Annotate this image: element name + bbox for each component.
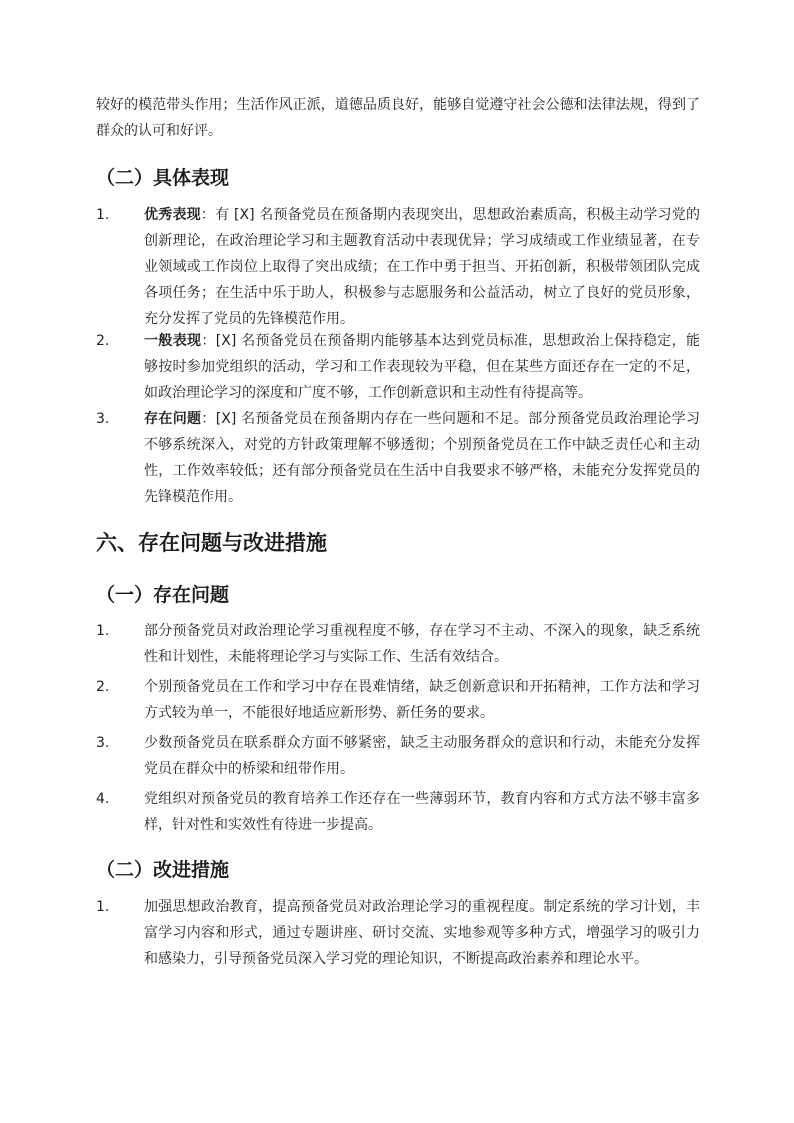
item-separator: ： <box>201 411 216 427</box>
item-text: [X] 名预备党员在预备期内能够基本达到党员标准，思想政治上保持稳定，能够按时参加党组织的活动，学习和工作表现较为平稳，但在某些方面还存在一定的不足，如政治理论学习的深度和广度不够，工作创新意识和主动性有待提高等。 <box>144 333 701 401</box>
list-item-body: 党组织对预备党员的教育培养工作还存在一些薄弱环节，教育内容和方式方法不够丰富多样，针对性和实效性有待进一步提高。 <box>144 791 700 833</box>
heading-problems: （一）存在问题 <box>96 584 230 606</box>
list-number: 1. <box>96 623 110 639</box>
heading-measures: （二）改进措施 <box>96 859 230 881</box>
list-item-body: 加强思想政治教育，提高预备党员对政治理论学习的重视程度。制定系统的学习计划，丰富学习内容和形式，通过专题讲座、研讨交流、实地参观等多种方式，增强学习的吸引力和感染力，引导预备党员深入学习党的理论知识，不断提高政治素养和理论水平。 <box>144 899 700 967</box>
list-item <box>96 202 700 332</box>
list-item-body <box>144 406 700 510</box>
list-item <box>96 730 700 782</box>
item-text: [X] 名预备党员在预备期内存在一些问题和不足。部分预备党员政治理论学习不够系统深入，对党的方针政策理解不够透彻；个别预备党员在工作中缺乏责任心和主动性，工作效率较低；还有部分预备党员在生活中自我要求不够严格，未能充分发挥党员的先锋模范作用。 <box>144 411 701 505</box>
item-text: 有 [X] 名预备党员在预备期内表现突出，思想政治素质高，积极主动学习党的创新理论，在政治理论学习和主题教育活动中表现优异；学习成绩或工作业绩显著，在专业领域或工作岗位上取得了突出成绩；在工作中勇于担当、开拓创新，积极带领团队完成各项任务；在生活中乐于助人，积极参与志愿服务和公益活动，树立了良好的党员形象，充分发挥了党员的先锋模范作用。 <box>144 207 701 327</box>
list-number: 2. <box>96 333 110 349</box>
list-item-body: 少数预备党员在联系群众方面不够紧密，缺乏主动服务群众的意识和行动，未能充分发挥党员在群众中的桥梁和纽带作用。 <box>144 735 700 777</box>
intro-paragraph: 较好的模范带头作用；生活作风正派，道德品质良好，能够自觉遵守社会公德和法律法规，得到了群众的认可和好评。 <box>96 97 700 139</box>
item-label: 存在问题 <box>144 411 202 427</box>
list-item <box>96 786 700 838</box>
list-number: 1. <box>96 207 110 223</box>
heading-chapter-6: 六、存在问题与改进措施 <box>96 531 327 555</box>
list-item-body <box>144 328 700 406</box>
list-number: 4. <box>96 791 110 807</box>
list-item <box>96 618 700 670</box>
list-item-body: 个别预备党员在工作和学习中存在畏难情绪，缺乏创新意识和开拓精神，工作方法和学习方式较为单一，不能很好地适应新形势、新任务的要求。 <box>144 679 700 721</box>
list-number: 1. <box>96 899 110 915</box>
item-separator: ： <box>201 333 216 349</box>
item-separator: ： <box>200 207 216 223</box>
list-item-body: 部分预备党员对政治理论学习重视程度不够，存在学习不主动、不深入的现象，缺乏系统性和计划性，未能将理论学习与实际工作、生活有效结合。 <box>144 623 700 665</box>
list-item <box>96 894 700 972</box>
list-item <box>96 674 700 726</box>
list-number: 3. <box>96 735 110 751</box>
list-number: 2. <box>96 679 110 695</box>
heading-performance: （二）具体表现 <box>96 167 230 189</box>
item-label: 优秀表现 <box>144 207 201 223</box>
list-number: 3. <box>96 411 110 427</box>
list-item-body <box>144 202 700 332</box>
item-label: 一般表现 <box>144 333 202 349</box>
list-item <box>96 406 700 510</box>
list-item <box>96 328 700 406</box>
